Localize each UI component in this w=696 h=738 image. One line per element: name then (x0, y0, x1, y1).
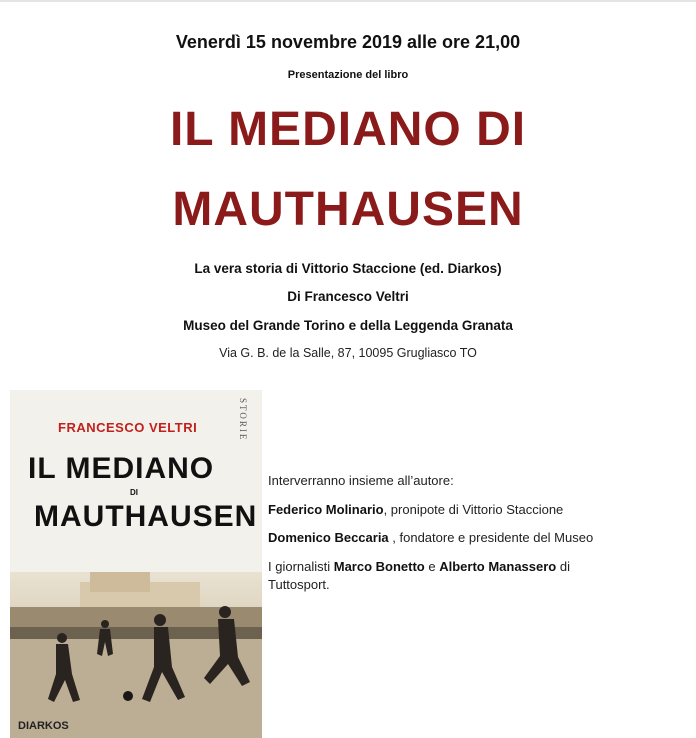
top-divider (0, 0, 696, 2)
speaker-2 (268, 529, 593, 547)
speaker-1 (268, 501, 563, 519)
cover-title-line-2: MAUTHAUSEN (34, 500, 258, 533)
speaker-3-mid: e (424, 559, 440, 574)
speaker-2-name: Domenico Beccaria (268, 530, 389, 545)
speaker-2-desc: , fondatore e presidente del Museo (388, 530, 594, 545)
football-scene-illustration (10, 572, 262, 738)
book-title-line-1: IL MEDIANO DI (169, 103, 527, 156)
speaker-3-name-1: Marco Bonetto (333, 559, 425, 574)
speaker-3-name-2: Alberto Manassero (439, 559, 557, 574)
speaker-3 (268, 558, 570, 576)
book-cover (10, 390, 262, 738)
book-description: La vera storia di Vittorio Staccione (ed. Diarkos) (194, 261, 502, 276)
venue-name: Museo del Grande Torino e della Leggenda Granata (183, 318, 513, 333)
speakers-intro: Interverranno insieme all’autore: (268, 473, 454, 488)
cover-series: STORIE (238, 398, 248, 442)
cover-title-line-1: IL MEDIANO (28, 452, 215, 485)
cover-author: FRANCESCO VELTRI (58, 420, 198, 435)
speaker-3-outlet: Tuttosport. (268, 577, 330, 592)
speaker-1-name: Federico Molinario (268, 502, 384, 517)
event-date: Venerdì 15 novembre 2019 alle ore 21,00 (175, 32, 521, 52)
speaker-1-desc: , pronipote di Vittorio Staccione (383, 502, 564, 517)
event-subtitle: Presentazione del libro (287, 69, 409, 81)
cover-photo (10, 572, 262, 738)
venue-address: Via G. B. de la Salle, 87, 10095 Grugliasco TO (219, 346, 477, 360)
book-title-line-2: MAUTHAUSEN (172, 183, 524, 236)
book-author: Di Francesco Veltri (287, 289, 409, 304)
speaker-3-post: di (556, 559, 570, 574)
speaker-3-pre: I giornalisti (268, 559, 334, 574)
cover-publisher: DIARKOS (18, 720, 69, 732)
cover-title-di: DI (130, 488, 138, 497)
